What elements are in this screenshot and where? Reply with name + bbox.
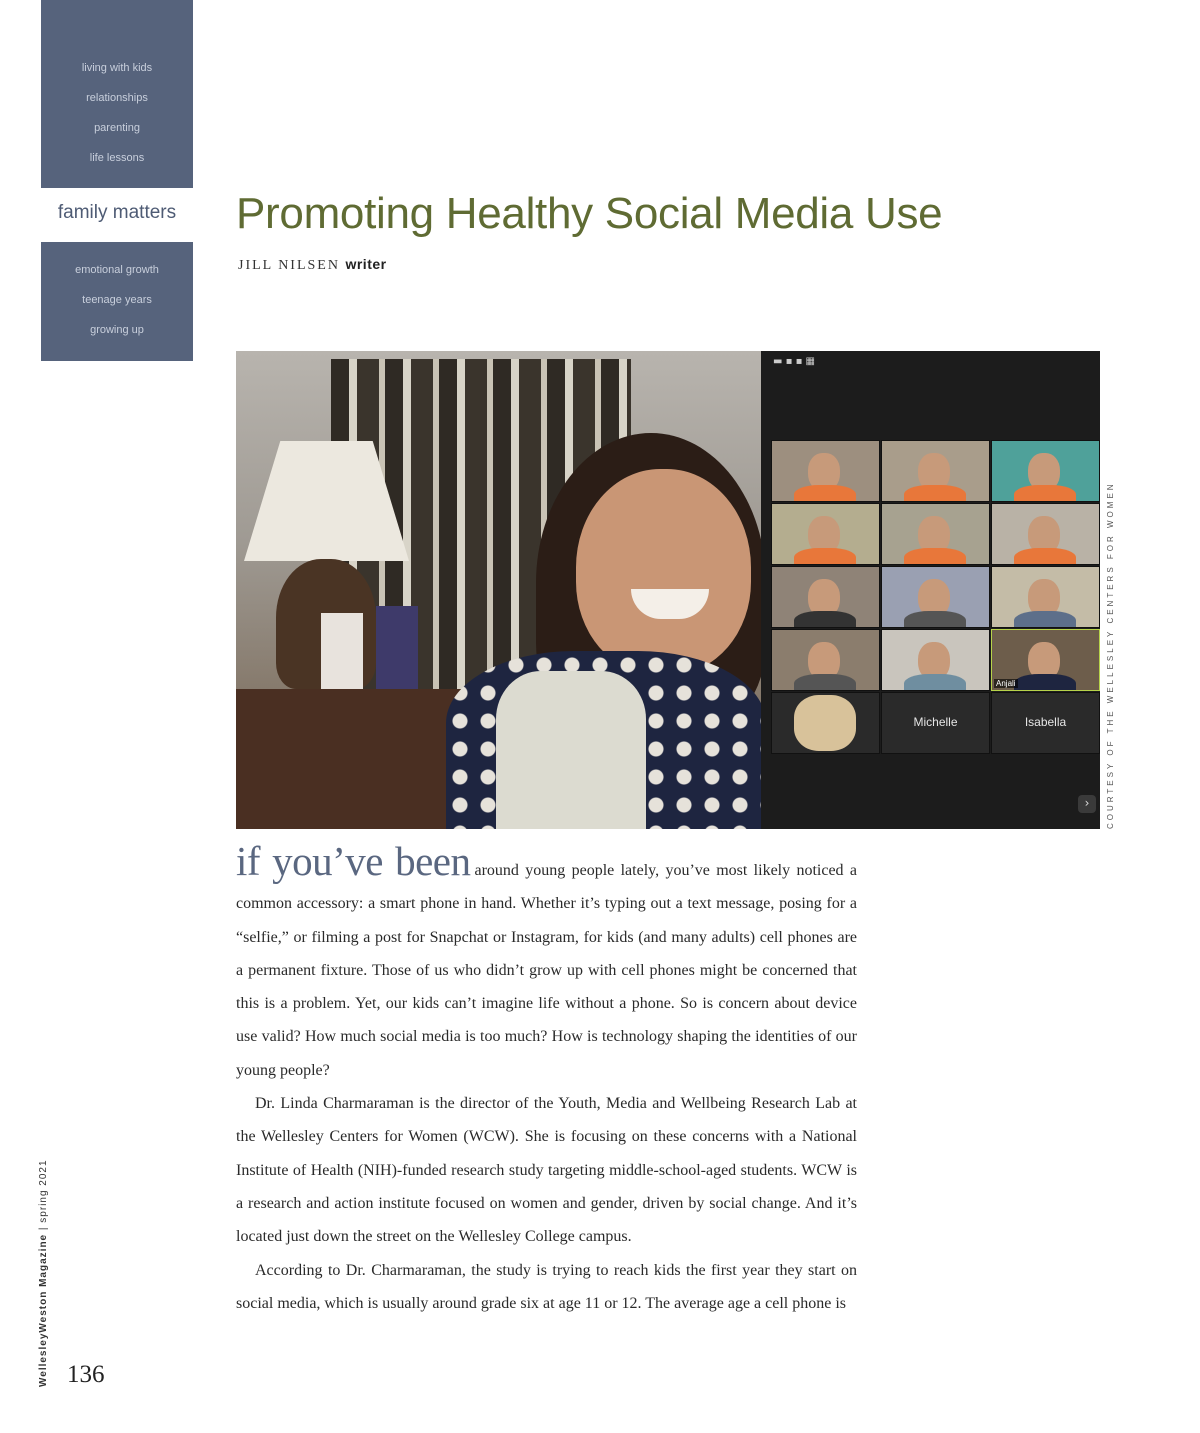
video-tile-michelle (881, 692, 990, 754)
paragraph: Dr. Linda Charmaraman is the director of the Youth, Media and Wellbeing Research Lab at the Wellesley Centers for Women (WCW). She is focusing on these concerns with a National Institute of Health (NIH)-funded research study targeting middle-school-aged students. WCW is a research and action institute focused on women and gender, driven by social change. And it’s located just down the street on the Wellesley College campus. (236, 1095, 857, 1246)
video-call-panel (761, 351, 1100, 829)
video-tile (771, 692, 880, 754)
person-scarf (496, 671, 646, 829)
participant-label-isabella: Isabella (1024, 715, 1067, 729)
photo-credit: COURTESY OF THE WELLESLEY CENTERS FOR WOMEN (1106, 481, 1115, 829)
footer-separator: | (38, 1226, 49, 1231)
sidebar-item-relationships[interactable]: relationships (86, 92, 148, 104)
author-name: JILL NILSEN (238, 258, 340, 273)
magazine-footer (38, 1159, 49, 1387)
sidebar-item-life-lessons[interactable]: life lessons (89, 152, 145, 164)
vase (321, 613, 363, 689)
video-tile (991, 503, 1100, 565)
paragraph (236, 838, 857, 1087)
sidebar-bottom-panel (41, 242, 193, 361)
issue-label: spring 2021 (38, 1159, 49, 1223)
video-tile (771, 440, 880, 502)
article-photo (236, 351, 1100, 829)
byline (238, 256, 387, 274)
chevron-right-icon: › (1078, 795, 1096, 813)
person-face (576, 469, 751, 674)
page-number: 136 (67, 1361, 105, 1388)
sidebar-item-living-with-kids[interactable]: living with kids (81, 62, 153, 74)
video-tile (991, 566, 1100, 628)
video-tile-anjali (991, 629, 1100, 691)
magazine-name: WellesleyWeston Magazine (38, 1233, 49, 1387)
article-title: Promoting Healthy Social Media Use (236, 189, 943, 238)
video-tile (881, 503, 990, 565)
sidebar-item-growing-up[interactable]: growing up (90, 324, 144, 336)
dropcap-lead: if you’ve been (236, 838, 471, 884)
paragraph: According to Dr. Charmaraman, the study is trying to reach kids the first year they start on social media, which is usually around grade six at age 11 or 12. The average age a cell phone is (236, 1261, 857, 1312)
paragraph-text: around young people lately, you’ve most likely noticed a common accessory: a smart phone in hand. Whether it’s typing out a text message, posing for a “selfie,” or filming a post for Snapchat or Instagram, for kids (and many adults) cell phones are a permanent fixture. Those of us who didn’t grow up with cell phones might be concerned that this is a problem. Yet, our kids can’t imagine life without a phone. So is concern about device use valid? How much social media is too much? How is technology shaping the identities of our young people? (236, 862, 857, 1079)
sidebar-item-emotional-growth[interactable]: emotional growth (75, 264, 159, 276)
sidebar-item-parenting[interactable]: parenting (94, 122, 140, 134)
video-tile (881, 566, 990, 628)
sidebar-top-panel (41, 0, 193, 188)
section-label: family matters (57, 202, 177, 223)
author-role: writer (345, 256, 387, 272)
sidebar-item-teenage-years[interactable]: teenage years (82, 294, 152, 306)
vase (376, 606, 418, 689)
video-tile (991, 440, 1100, 502)
article-body (236, 838, 857, 1320)
video-tile (771, 629, 880, 691)
video-tile (881, 440, 990, 502)
participant-label-michelle: Michelle (913, 715, 958, 729)
video-tile (771, 566, 880, 628)
window-controls-icon: ▬ ▪ ▪ ▦ (773, 356, 815, 367)
video-tile (771, 503, 880, 565)
participant-label-anjali: Anjali (996, 679, 1016, 688)
video-tile-isabella (991, 692, 1100, 754)
video-tile (881, 629, 990, 691)
